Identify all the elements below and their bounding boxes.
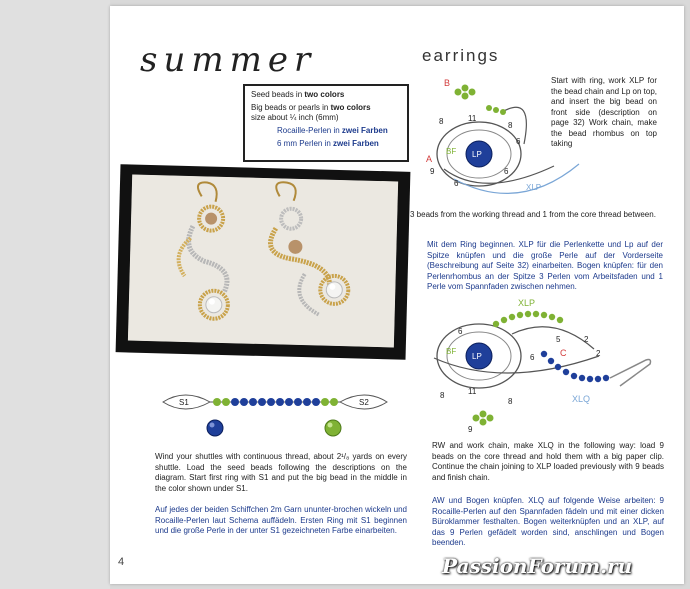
label-b: B (444, 78, 451, 88)
earrings-photo (116, 164, 411, 360)
label2-2b: 2 (596, 349, 601, 358)
materials-line3: Rocaille-Perlen in (277, 126, 342, 135)
label2-bf: BF (446, 347, 457, 356)
paper-clip-icon (610, 360, 651, 387)
label2-xlp: XLP (518, 298, 536, 308)
materials-line4: 6 mm Perlen in (277, 139, 334, 148)
materials-line2: Big beads or pearls in (251, 103, 331, 112)
instructions-en-1: Start with ring, work XLP for the bead chain and Lp on top, and insert the big bead on front side (description on page 32) Work chain, make the bead rhombus on top taking (551, 76, 657, 148)
materials-line2-size: size about ¼ inch (6mm) (251, 113, 339, 122)
label-6a: 6 (516, 137, 521, 146)
label-6b: 6 (454, 179, 459, 188)
shuttle-s2-label: S2 (359, 398, 369, 407)
label2-6b: 6 (530, 353, 535, 362)
label-xlp: XLP (526, 183, 542, 192)
instructions-en-2: RW and work chain, make XLQ in the following way: load 9 beads on the core thread and hold them with a big paper clip. Continue the chain joining to XLP loaded previously with 9 beads and finish chain. (432, 441, 664, 482)
shuttle-s1-label: S1 (179, 398, 189, 407)
shuttle-diagram (155, 384, 395, 446)
page-title-script: summer (140, 40, 317, 80)
label2-9: 9 (468, 425, 473, 434)
label2-c: C (560, 348, 567, 358)
materials-box (243, 84, 409, 162)
label-6c: 6 (504, 167, 509, 176)
label2-lp: LP (472, 352, 482, 361)
label-11: 11 (468, 114, 477, 123)
label-bf: BF (446, 147, 457, 156)
instructions-en-1-cont: 3 beads from the working thread and 1 from the core thread between. (410, 210, 656, 219)
tatting-diagram-2 (424, 294, 674, 434)
label2-6a: 6 (458, 327, 463, 336)
label2-11: 11 (468, 387, 477, 396)
label-lp: LP (472, 150, 482, 159)
bead-cluster-bottom (473, 411, 494, 426)
bead-cluster-top (455, 85, 476, 100)
materials-line4-bold: zwei Farben (333, 139, 379, 148)
label2-xlq: XLQ (572, 394, 591, 404)
instructions-de-2: AW und Bogen knüpfen. XLQ auf folgende Weise arbeiten: 9 Rocaille-Perlen auf den Spannfaden fädeln und mit einer dicken Büroklammer festhalten. Bogen weiterknüpfen und an XLP, auf das 9 Perlen gefädelt worden sind, anschlingen und Bogen beenden. (432, 496, 664, 547)
page-title-sub: earrings (422, 46, 500, 65)
instructions-en-left: Wind your shuttles with continuous thread, about 2¹/₈ yards on every shuttle. Load the seed beads following the descriptions on the diagram. Start first ring with S1 and put the big bead in the middle in the color shown under S1. (155, 452, 407, 493)
big-bead-green (325, 420, 341, 436)
label-a: A (426, 154, 433, 164)
label-9: 9 (430, 167, 435, 176)
materials-line1-bold: two colors (304, 90, 345, 99)
instructions-de-1: Mit dem Ring beginnen. XLP für die Perlenkette und Lp auf der Spitze knüpfen und die große Perle auf der Vorderseite (Beschreibung auf Seite 32) einarbeiten. Bogen knüpfen: für den Perlenrhombus an der Spitze 3 Perlen vom Arbeitsfaden und 1 Perle vom Spannfaden zwischen nehmen. (427, 240, 663, 291)
label2-5: 5 (556, 335, 561, 344)
xlp-bead-chain (493, 311, 563, 327)
label2-8b: 8 (508, 397, 513, 406)
materials-line2-bold: two colors (330, 103, 371, 112)
materials-line1: Seed beads in (251, 90, 305, 99)
label2-8a: 8 (440, 391, 445, 400)
label2-2a: 2 (584, 335, 589, 344)
watermark-logo: PassionForum.ru (442, 554, 633, 578)
label-8b: 8 (508, 121, 513, 130)
earrings-illustration (128, 175, 398, 348)
page-gutter (0, 0, 110, 589)
label-8a: 8 (439, 117, 444, 126)
page-number: 4 (118, 556, 125, 568)
instructions-de-left: Auf jedes der beiden Schiffchen 2m Garn ununter-brochen wickeln und Rocaille-Perlen laut Schema auffädeln. Ersten Ring mit S1 beginnen und die große Perle in der unter S1 gezeichneten Farbe einarbeiten. (155, 505, 407, 535)
materials-line3-bold: zwei Farben (341, 126, 388, 135)
big-bead-blue (207, 420, 223, 436)
